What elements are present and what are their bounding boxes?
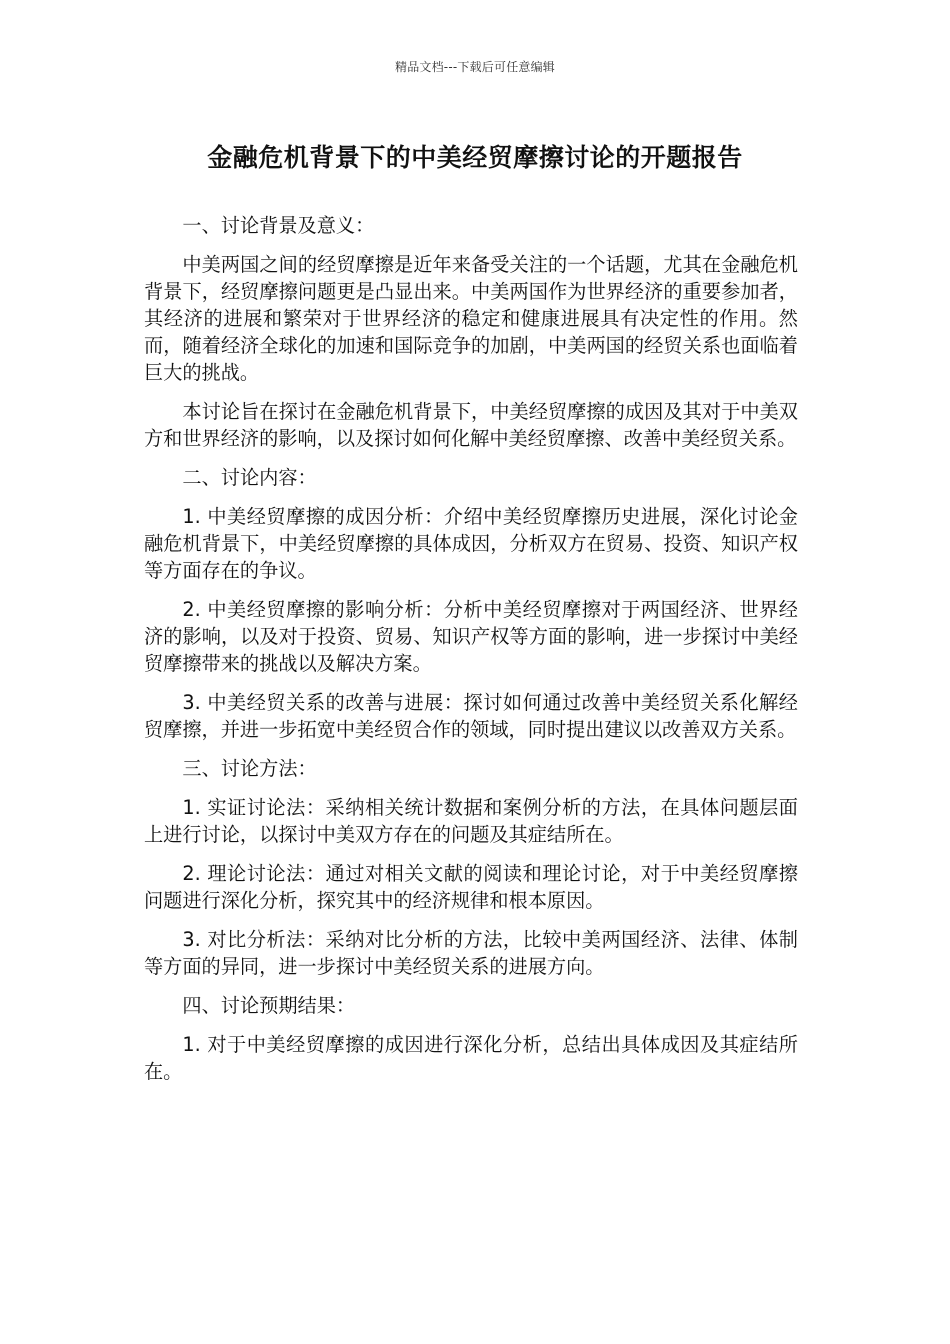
header-note: 精品文档---下载后可任意编辑 xyxy=(395,60,555,74)
paragraph-background-2: 本讨论旨在探讨在金融危机背景下，中美经贸摩擦的成因及其对于中美双方和世界经济的影响，以及探讨如何化解中美经贸摩擦、改善中美经贸关系。 xyxy=(144,400,798,450)
document-body xyxy=(144,212,798,1097)
paragraph-content-2: 2. 中美经贸摩擦的影响分析：分析中美经贸摩擦对于两国经济、世界经济的影响，以及对于投资、贸易、知识产权等方面的影响，进一步探讨中美经贸摩擦带来的挑战以及解决方案。 xyxy=(144,598,798,675)
section-heading-content: 二、讨论内容： xyxy=(182,466,317,489)
paragraph-content-1: 1. 中美经贸摩擦的成因分析：介绍中美经贸摩擦历史进展，深化讨论金融危机背景下，中美经贸摩擦的具体成因，分析双方在贸易、投资、知识产权等方面存在的争议。 xyxy=(144,505,798,582)
paragraph-background-1: 中美两国之间的经贸摩擦是近年来备受关注的一个话题，尤其在金融危机背景下，经贸摩擦问题更是凸显出来。中美两国作为世界经济的重要参加者，其经济的进展和繁荣对于世界经济的稳定和健康进展具有决定性的作用。然而，随着经济全球化的加速和国际竞争的加剧，中美两国的经贸关系也面临着巨大的挑战。 xyxy=(144,253,798,384)
section-heading-background: 一、讨论背景及意义： xyxy=(182,214,375,237)
section-heading-results: 四、讨论预期结果： xyxy=(182,994,356,1017)
paragraph-content-3: 3. 中美经贸关系的改善与进展：探讨如何通过改善中美经贸关系化解经贸摩擦，并进一步拓宽中美经贸合作的领域，同时提出建议以改善双方关系。 xyxy=(144,691,798,741)
section-heading-methods: 三、讨论方法： xyxy=(182,757,317,780)
paragraph-method-3: 3. 对比分析法：采纳对比分析的方法，比较中美两国经济、法律、体制等方面的异同，进一步探讨中美经贸关系的进展方向。 xyxy=(144,928,798,978)
document-title: 金融危机背景下的中美经贸摩擦讨论的开题报告 xyxy=(207,143,743,172)
paragraph-method-1: 1. 实证讨论法：采纳相关统计数据和案例分析的方法，在具体问题层面上进行讨论，以探讨中美双方存在的问题及其症结所在。 xyxy=(144,796,798,846)
paragraph-result-1: 1. 对于中美经贸摩擦的成因进行深化分析，总结出具体成因及其症结所在。 xyxy=(144,1033,798,1083)
paragraph-method-2: 2. 理论讨论法：通过对相关文献的阅读和理论讨论，对于中美经贸摩擦问题进行深化分析，探究其中的经济规律和根本原因。 xyxy=(144,862,798,912)
